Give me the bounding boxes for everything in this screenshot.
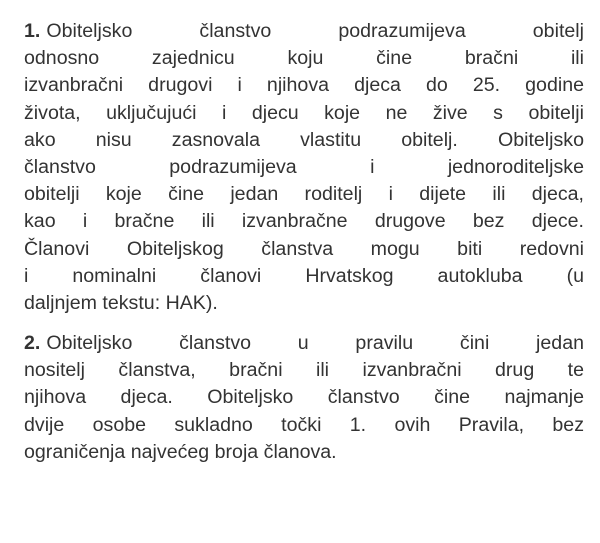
text-line bbox=[24, 330, 584, 357]
line-text: Obiteljsko članstvo podrazumijeva obitelj bbox=[46, 20, 584, 42]
text-line: članstvo podrazumijeva i jednoroditeljske bbox=[24, 155, 584, 178]
paragraph-1 bbox=[24, 18, 584, 317]
text-line: i nominalni članovi Hrvatskog autokluba (u bbox=[24, 264, 584, 287]
paragraph-2 bbox=[24, 330, 584, 466]
text-line: ako nisu zasnovala vlastitu obitelj. Obiteljsko bbox=[24, 128, 584, 151]
line-text: Obiteljsko članstvo u pravilu čini jedan bbox=[46, 332, 584, 355]
text-line: daljnjem tekstu: HAK). bbox=[24, 291, 218, 314]
text-line: dvije osobe sukladno točki 1. ovih Pravila, bez bbox=[24, 413, 584, 436]
text-line: odnosno zajednicu koju čine bračni ili bbox=[24, 47, 584, 70]
paragraph-number: 2. bbox=[24, 332, 41, 355]
document-body bbox=[24, 18, 584, 466]
text-line: ograničenja najvećeg broja članova. bbox=[24, 440, 337, 463]
text-line: kao i bračne ili izvanbračne drugove bez djece. bbox=[24, 210, 584, 233]
text-line: života, uključujući i djecu koje ne žive s obitelji bbox=[24, 101, 584, 124]
text-line: njihova djeca. Obiteljsko članstvo čine najmanje bbox=[24, 386, 584, 409]
paragraph-number: 1. bbox=[24, 20, 41, 42]
text-line: obitelji koje čine jedan roditelj i dijete ili djeca, bbox=[24, 183, 584, 206]
text-line: Članovi Obiteljskog članstva mogu biti redovni bbox=[24, 237, 584, 260]
text-line: nositelj članstva, bračni ili izvanbračni drug te bbox=[24, 359, 584, 382]
text-line: izvanbračni drugovi i njihova djeca do 25. godine bbox=[24, 74, 584, 97]
text-line bbox=[24, 18, 584, 45]
